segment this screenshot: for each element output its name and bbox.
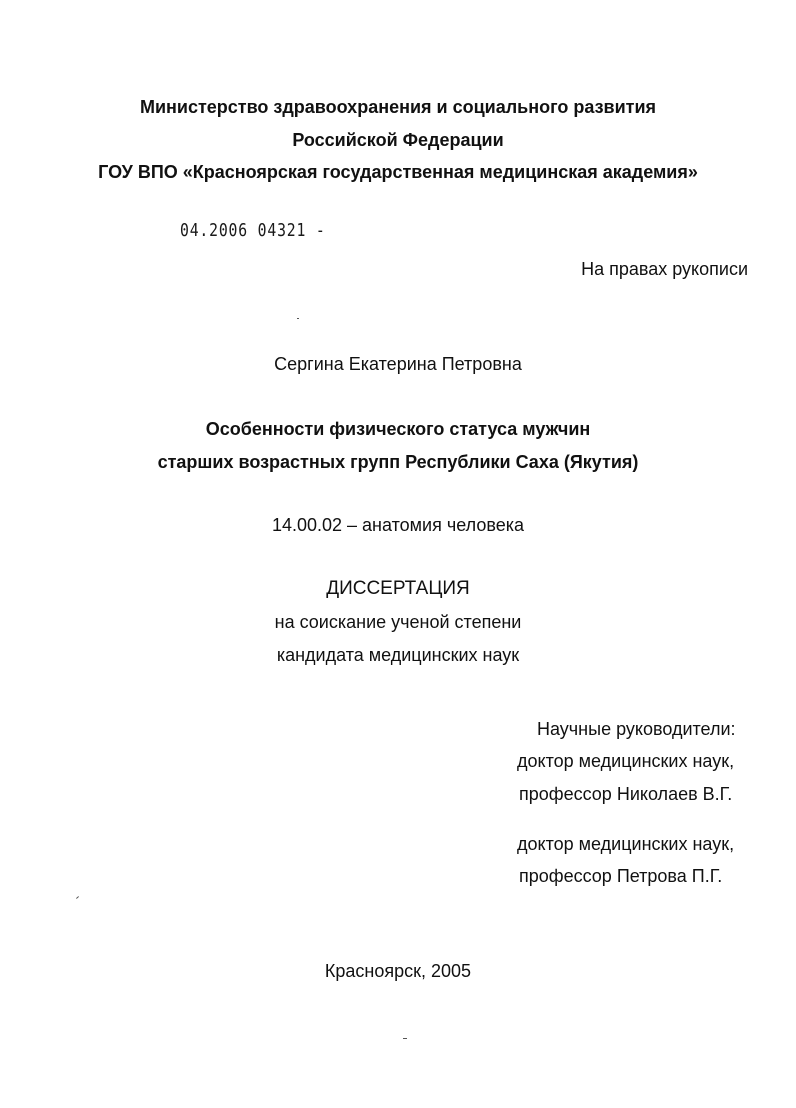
dissertation-title-line-1: Особенности физического статуса мужчин xyxy=(205,419,591,439)
author-name: Сергина Екатерина Петровна xyxy=(274,354,522,374)
supervisors-heading: Научные руководители: xyxy=(537,719,736,739)
federation-heading: Российской Федерации xyxy=(292,130,504,150)
city-year: Красноярск, 2005 xyxy=(324,961,472,981)
scan-speck xyxy=(76,896,79,899)
document-type-heading: ДИССЕРТАЦИЯ xyxy=(326,578,470,599)
scan-speck xyxy=(403,1038,407,1039)
supervisor-1-degree: доктор медицинских наук, xyxy=(517,751,735,771)
supervisor-1-name: профессор Николаев В.Г. xyxy=(519,784,733,804)
degree-line-2: кандидата медицинских наук xyxy=(276,645,520,665)
degree-line-1: на соискание ученой степени xyxy=(274,612,522,632)
manuscript-note: На правах рукописи xyxy=(581,259,748,279)
scan-speck xyxy=(297,318,299,319)
academy-heading: ГОУ ВПО «Красноярская государственная медицинская академия» xyxy=(98,162,698,182)
supervisor-2-degree: доктор медицинских наук, xyxy=(517,834,735,854)
dissertation-title-line-2: старших возрастных групп Республики Саха (Якутия) xyxy=(157,452,639,472)
supervisor-2-name: профессор Петрова П.Г. xyxy=(519,866,723,886)
specialty-code: 14.00.02 – анатомия человека xyxy=(271,515,525,535)
registration-stamp-number: 04.2006 04321 - xyxy=(180,220,326,241)
ministry-heading: Министерство здравоохранения и социального развития xyxy=(139,97,657,117)
